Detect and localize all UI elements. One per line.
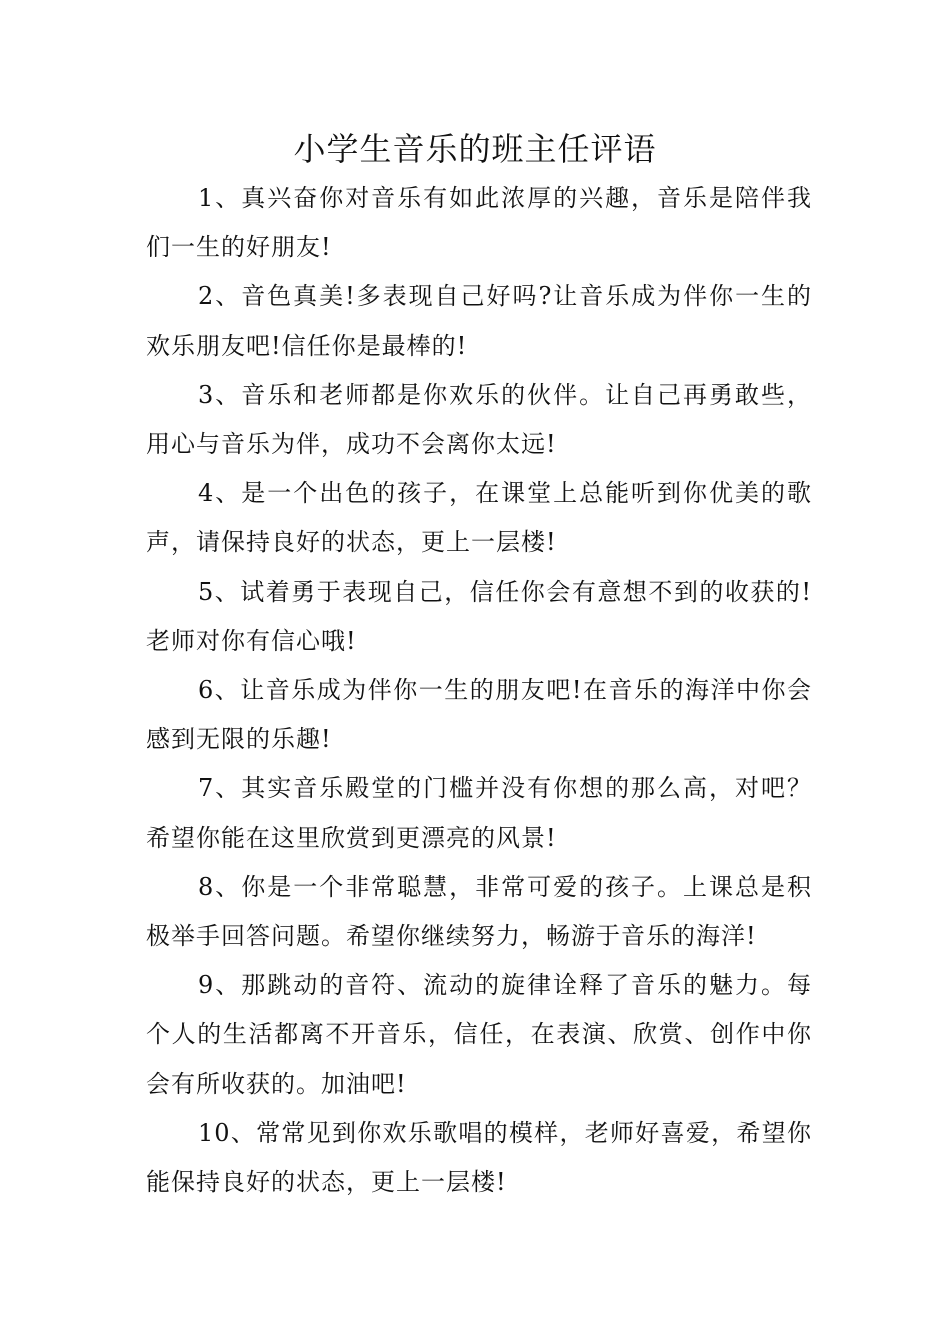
comment-paragraph-8: 8、你是一个非常聪慧，非常可爱的孩子。上课总是积极举手回答问题。希望你继续努力，畅游于音乐的海洋! bbox=[146, 872, 812, 951]
comment-paragraph-10: 10、常常见到你欢乐歌唱的模样，老师好喜爱，希望你能保持良好的状态，更上一层楼! bbox=[146, 1118, 812, 1197]
comment-paragraph-6: 6、让音乐成为伴你一生的朋友吧!在音乐的海洋中你会感到无限的乐趣! bbox=[146, 676, 812, 754]
comment-paragraph-7: 7、其实音乐殿堂的门槛并没有你想的那么高，对吧？希望你能在这里欣赏到更漂亮的风景! bbox=[146, 774, 812, 852]
comment-paragraph-2: 2、音色真美!多表现自己好吗?让音乐成为伴你一生的欢乐朋友吧!信任你是最棒的! bbox=[146, 282, 812, 360]
document-body bbox=[146, 174, 812, 1207]
comment-paragraph-9: 9、那跳动的音符、流动的旋律诠释了音乐的魅力。每个人的生活都离不开音乐，信任，在表演、欣赏、创作中你会有所收获的。加油吧! bbox=[146, 971, 812, 1098]
comment-paragraph-4: 4、是一个出色的孩子，在课堂上总能听到你优美的歌声，请保持良好的状态，更上一层楼! bbox=[146, 479, 812, 557]
comment-paragraph-3: 3、音乐和老师都是你欢乐的伙伴。让自己再勇敢些，用心与音乐为伴，成功不会离你太远! bbox=[146, 380, 812, 459]
document-title: 小学生音乐的班主任评语 bbox=[293, 130, 657, 168]
comment-paragraph-5: 5、试着勇于表现自己，信任你会有意想不到的收获的!老师对你有信心哦! bbox=[146, 577, 812, 655]
comment-paragraph-1: 1、真兴奋你对音乐有如此浓厚的兴趣，音乐是陪伴我们一生的好朋友! bbox=[146, 184, 812, 262]
